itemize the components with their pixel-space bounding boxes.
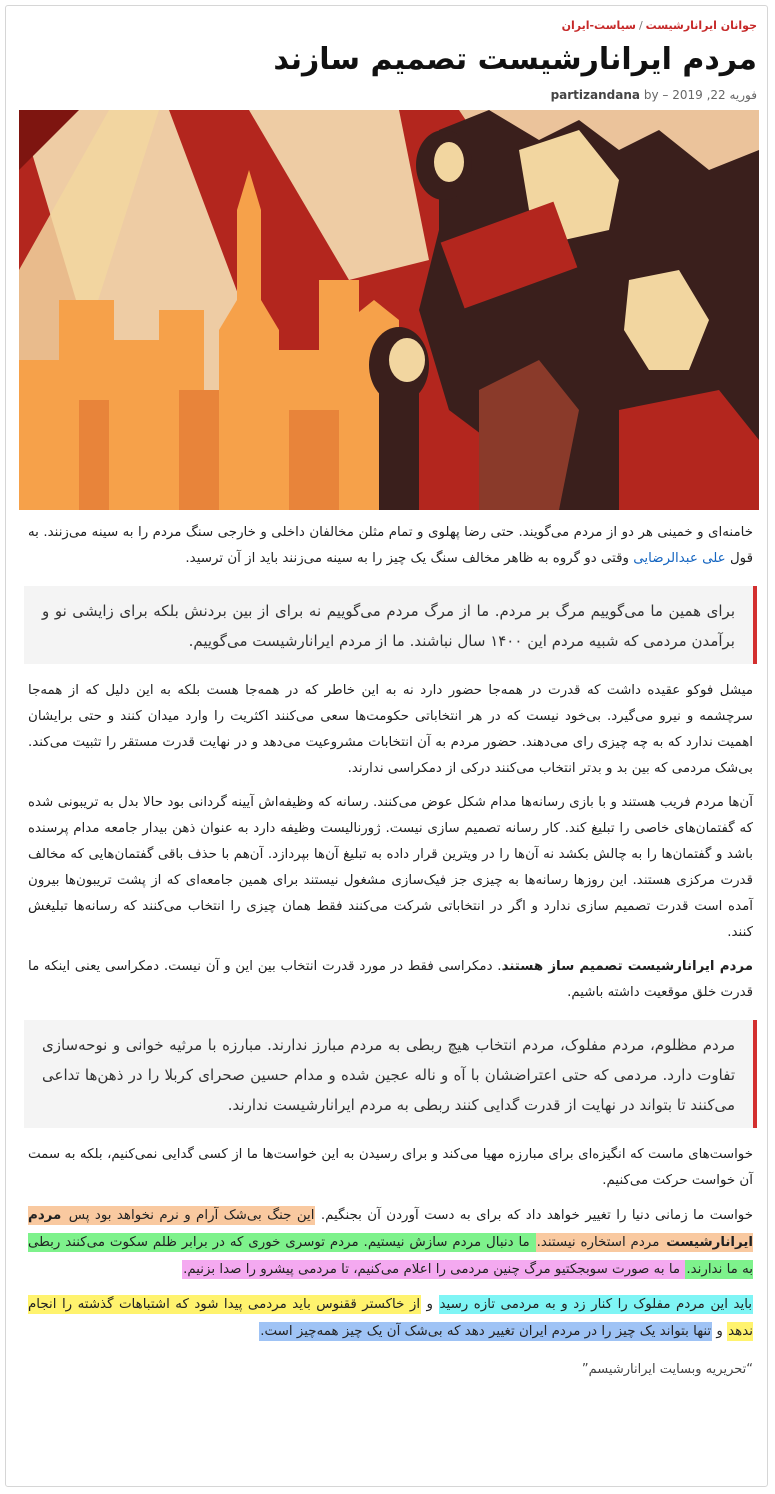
page-title: مردم ایرانارشیست تصمیم سازند	[273, 42, 757, 77]
meta-dash: –	[662, 88, 669, 102]
paragraph-decision	[28, 954, 753, 1006]
breadcrumb-current-link[interactable]: سیاست-ایران	[561, 19, 636, 32]
article-content	[24, 18, 757, 1383]
p6-plain: خواست ما زمانی دنیا را تغییر خواهد داد که برای به دست آوردن آن بجنگیم.	[315, 1208, 753, 1223]
meta-by: by	[643, 88, 659, 102]
post-author[interactable]: partizandana	[550, 88, 640, 102]
blockquote-1: برای همین ما می‌گوییم مرگ بر مردم. ما از مرگ مردم می‌گوییم نه برای از بین بردنش بلکه برای زایشی نو و برآمدن مردمی که شبیه مردم این ۱۴۰۰ سال نباشند. ما از مردم ایرانارشیست می‌گوییم.	[24, 586, 757, 664]
highlight-blue: تنها بتواند یک چیز را در مردم ایران تغییر دهد که بی‌شک آن یک چیز همه‌چیز است.	[260, 1324, 712, 1339]
p7-plain-1: و	[421, 1297, 439, 1312]
intro-text-end: وقتی دو گروه به ظاهر مخالف سنگ یک چیز را به سینه می‌زنند باید از آن ترسید.	[185, 551, 634, 566]
paragraph-media: آن‌ها مردم فریب هستند و با بازی رسانه‌ها مدام شکل عوض می‌کنند. رسانه که وظیفه‌اش آیینه گردانی بود حالا بدل به تریبونی شده که گفتمان‌های خاصی را تبلیغ کند. کار رسانه تصمیم سازی نیست. ژورنالیست وظیفه دارد به عنوان ذهن بیدار جامعه مدام پرسنده باشد و گفتمان‌ها را به چالش بکشد نه آن‌ها را در ویترین قرار داده به تبلیغ آن‌ها بپردازد. آن‌هم با حذف باقی گفتمان‌هایی که مخالف قدرت مرکزی هستند. این روزها رسانه‌ها به چیزی جز فیک‌سازی مشغول نیستند برای همین جامعه‌ای که از پشت تریبون‌ها بیرون آمده است قدرت تصمیم سازی ندارد و اگر در انتخاباتی شرکت می‌کنند فقط همان چیزی را انتخاب می‌کنند که رسانه‌ها تبلیغش کنند.	[28, 795, 753, 940]
highlight-orange-1: این جنگ بی‌شک آرام و نرم نخواهد بود پس	[63, 1208, 315, 1223]
breadcrumb	[24, 18, 757, 34]
decision-bold: مردم ایرانارشیست تصمیم ساز هستند	[501, 959, 754, 974]
post-meta	[24, 86, 757, 104]
paragraph-desires: خواست‌های ماست که انگیزه‌ای برای مبارزه مهیا می‌کند و برای رسیدن به این خواست‌ها ما از کسی گدایی نمی‌کنیم، بلکه به سمت آن خواست حرکت می‌کنیم.	[28, 1147, 753, 1188]
paragraph-intro	[28, 520, 753, 572]
highlight-green: ما دنبال مردم سازش نیستیم. مردم توسری خوری که در برابر ظلم سکوت می‌کنند ربطی به ما ندارند.	[28, 1235, 753, 1277]
highlight-cyan: باید این مردم مفلوک را کنار زد و به مردمی تازه رسید	[439, 1297, 753, 1312]
highlight-yellow: از خاکستر ققنوس باید مردمی پیدا شود که اشتباهات گذشته را انجام ندهد	[28, 1297, 753, 1339]
paragraph-highlighted-2	[28, 1291, 753, 1345]
highlight-orange-2: مردم استخاره نیستند.	[536, 1235, 665, 1250]
intro-text-start: خامنه‌ای و خمینی هر دو از مردم می‌گویند. حتی رضا پهلوی و تمام مثلن مخالفان داخلی و خارجی سنگ مردم را به سینه می‌زنند. به قول	[28, 525, 753, 566]
p7-plain-2: و	[712, 1324, 728, 1339]
blockquote-2: مردم مظلوم، مردم مفلوک، مردم انتخاب هیچ ربطی به مردم مبارز ندارند. مبارزه با مرثیه خوانی و نوحه‌سازی تفاوت دارد. مردمی که حتی اعتراضشان با آه و ناله عجین شده و مدام حسین صحرای کربلا را در ذهن‌ها تداعی می‌کنند تا بتواند در نهایت از قدرت گدایی کنند ربطی به مردم ایرانارشیست ندارند.	[24, 1020, 757, 1128]
highlight-orange-bold: مردم ایرانارشیست	[28, 1208, 753, 1250]
highlight-pink: ما به صورت سوبجکتیو مرگ چنین مردمی را اعلام می‌کنیم، تا مردمی پیشرو را صدا بزنیم.	[183, 1262, 685, 1277]
breadcrumb-parent-link[interactable]: جوانان ایرانارشیست	[645, 19, 757, 32]
decision-rest: . دمکراسی فقط در مورد قدرت انتخاب بین این و آن نیست. دمکراسی یعنی اینکه ما قدرت خلق موقعیت داشته باشیم.	[28, 959, 753, 1000]
breadcrumb-separator: /	[638, 19, 643, 32]
hero-image	[19, 110, 759, 510]
paragraph-foucault: میشل فوکو عقیده داشت که قدرت در همه‌جا حضور دارد نه به این خاطر که در همه‌جا هست بلکه به این دلیل که از همه‌جا سرچشمه و نیرو می‌گیرد. بی‌خود نیست که در هر انتخاباتی حکومت‌ها سعی می‌کنند اکثریت را وارد میدان کنند و حتی برایشان اهمیت ندارد که به چه چیزی رای می‌دهند. حضور مردم به آن انتخابات مشروعیت می‌دهد و در نهایت قدرت مستقر را تثبیت می‌کند. بی‌شک مردمی که بین بد و بدتر انتخاب می‌کنند درکی از دمکراسی ندارند.	[28, 683, 753, 776]
author-link[interactable]: علی عبدالرضایی	[633, 551, 726, 566]
post-date: فوریه 22, 2019	[672, 88, 757, 102]
paragraph-highlighted-1	[28, 1202, 753, 1283]
signature: “تحریریه وبسایت ایرانارشیسم”	[581, 1362, 753, 1377]
article-frame	[5, 5, 768, 1487]
